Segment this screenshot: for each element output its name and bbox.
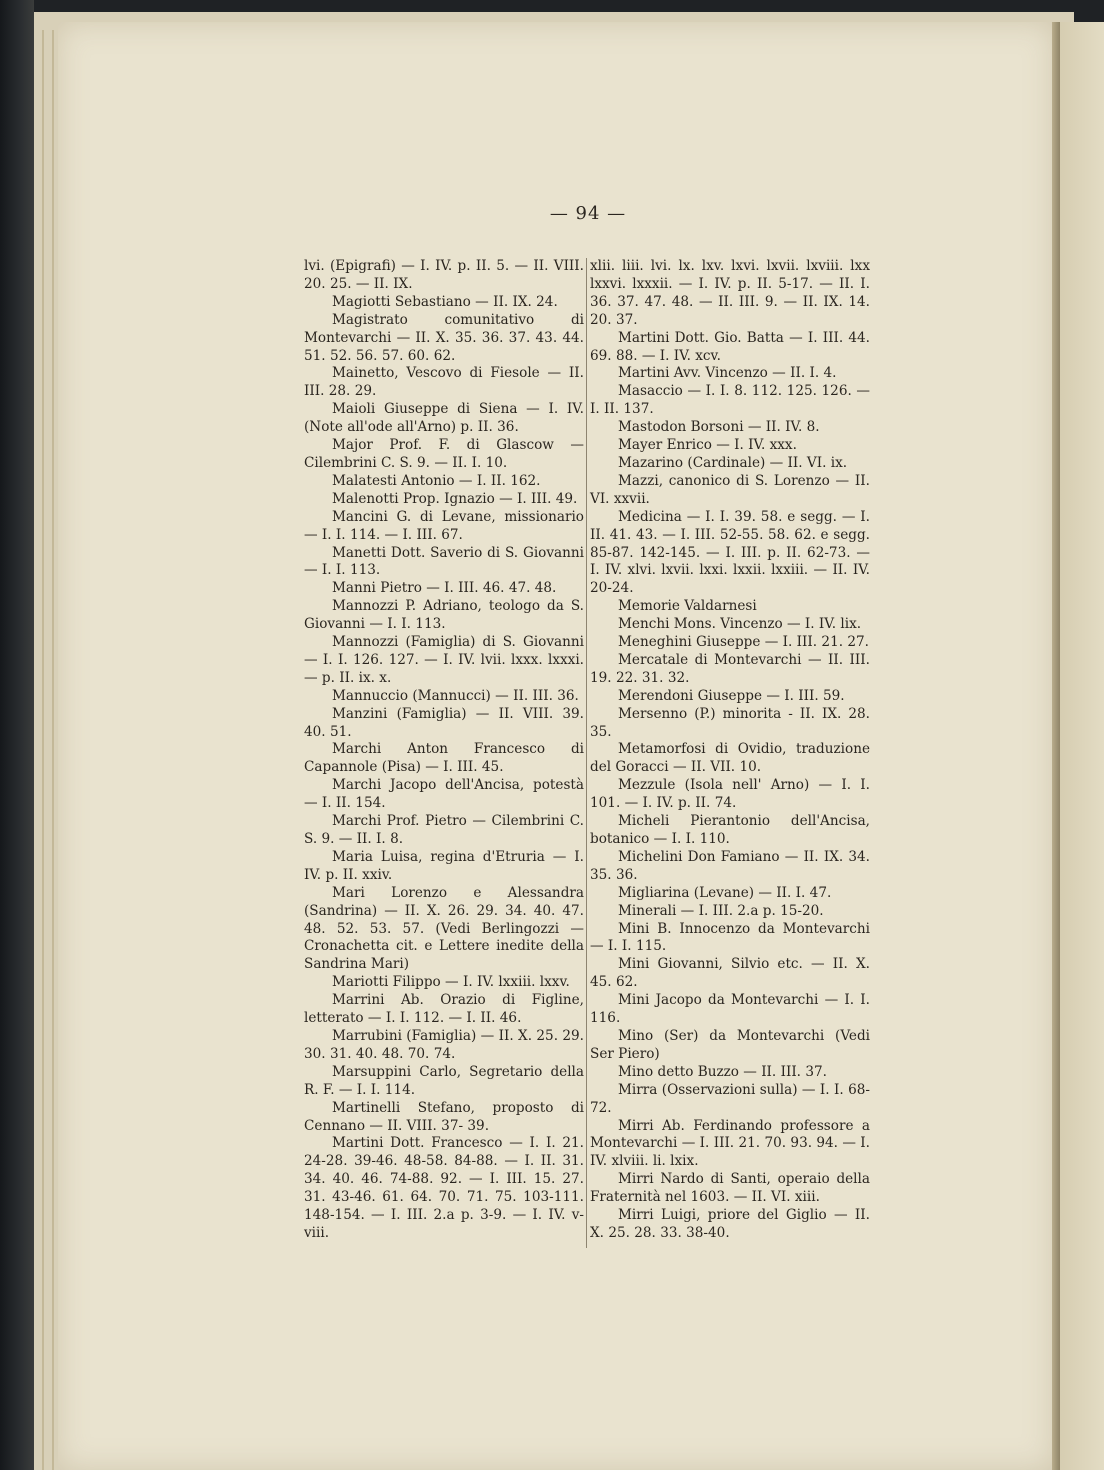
index-entry: Maioli Giuseppe di Siena — I. IV. (Note all'ode all'Arno) p. II. 36.	[304, 401, 584, 436]
index-entry: Mannuccio (Mannucci) — II. III. 36.	[332, 687, 579, 704]
index-entry: Marsuppini Carlo, Segretario della R. F. — I. I. 114.	[304, 1063, 584, 1098]
index-entry: Micheli Pierantonio dell'Ancisa, botanico — I. I. 110.	[590, 813, 870, 847]
index-entry: Minerali — I. III. 2.a p. 15-20.	[618, 902, 824, 919]
index-entry: lvi. (Epigrafi) — I. IV. p. II. 5. — II. VIII. 20. 25. — II. IX.	[304, 258, 584, 292]
index-entry: Meneghini Giuseppe — I. III. 21. 27.	[618, 634, 869, 651]
facing-page-edge	[1060, 22, 1104, 1470]
scan-edge	[0, 0, 34, 1470]
index-entry: Mancini G. di Levane, missionario — I. I. 114. — I. III. 67.	[304, 508, 584, 543]
column-divider	[586, 258, 587, 1248]
index-entry: Martinelli Stefano, proposto di Cennano — II. VIII. 37- 39.	[304, 1099, 584, 1134]
index-entry: Mirra (Osservazioni sulla) — I. I. 68-72.	[590, 1081, 870, 1116]
index-entry: Memorie Valdarnesi	[618, 598, 757, 615]
index-entry: Marchi Prof. Pietro — Cilembrini C. S. 9. — II. I. 8.	[304, 813, 584, 847]
index-entry: Mariotti Filippo — I. IV. lxxiii. lxxv.	[332, 974, 570, 991]
index-entry: Magistrato comunitativo di Montevarchi — II. X. 35. 36. 37. 43. 44. 51. 52. 56. 57. 60. 62.	[304, 311, 584, 364]
index-entry: Michelini Don Famiano — II. IX. 34. 35. 36.	[590, 848, 870, 883]
index-entry: Manzini (Famiglia) — II. VIII. 39. 40. 51.	[304, 705, 584, 740]
index-entry: Mino detto Buzzo — II. III. 37.	[618, 1063, 827, 1080]
index-entry: Migliarina (Levane) — II. I. 47.	[618, 884, 832, 901]
page-number: — 94 —	[549, 203, 627, 224]
index-entry: Marrini Ab. Orazio di Figline, letterato — I. I. 112. — I. II. 46.	[304, 992, 584, 1027]
index-entry: Marrubini (Famiglia) — II. X. 25. 29. 30. 31. 40. 48. 70. 74.	[304, 1027, 584, 1062]
index-column-left	[304, 258, 584, 1243]
index-entry: Mini Giovanni, Silvio etc. — II. X. 45. 62.	[590, 956, 870, 991]
index-entry: Mainetto, Vescovo di Fiesole — II. III. 28. 29.	[304, 365, 584, 400]
index-entry: Mezzule (Isola nell' Arno) — I. I. 101. — I. IV. p. II. 74.	[590, 777, 870, 812]
page-edge-line	[52, 30, 54, 1470]
index-entry: Mino (Ser) da Montevarchi (Vedi Ser Piero)	[590, 1027, 870, 1062]
index-entry: Martini Avv. Vincenzo — II. I. 4.	[618, 365, 837, 382]
index-entry: Merendoni Giuseppe — I. III. 59.	[618, 687, 845, 704]
index-entry: Mirri Luigi, priore del Giglio — II. X. 25. 28. 33. 38-40.	[590, 1207, 870, 1241]
index-entry: Mersenno (P.) minorita - II. IX. 28. 35.	[590, 705, 870, 740]
index-entry: Mirri Ab. Ferdinando professore a Montevarchi — I. III. 21. 70. 93. 94. — I. IV. xlviii. li. lxix.	[590, 1117, 870, 1170]
index-entry: Mirri Nardo di Santi, operaio della Fraternità nel 1603. — II. VI. xiii.	[590, 1171, 870, 1206]
index-entry: Mini Jacopo da Montevarchi — I. I. 116.	[590, 992, 870, 1027]
index-entry: Maria Luisa, regina d'Etruria — I. IV. p. II. xxiv.	[304, 848, 584, 883]
index-column-right	[590, 258, 870, 1243]
index-entry: Menchi Mons. Vincenzo — I. IV. lix.	[618, 616, 862, 633]
index-entry: Malatesti Antonio — I. II. 162.	[332, 472, 541, 489]
index-entry: Mari Lorenzo e Alessandra (Sandrina) — II. X. 26. 29. 34. 40. 47. 48. 52. 53. 57. (Vedi Berlingozzi — Cronachetta cit. e Lettere inedite della Sandrina Mari)	[304, 884, 584, 973]
index-entry: Mayer Enrico — I. IV. xxx.	[618, 437, 797, 454]
index-entry: Malenotti Prop. Ignazio — I. III. 49.	[332, 490, 578, 507]
index-entry: Martini Dott. Gio. Batta — I. III. 44. 69. 88. — I. IV. xcv.	[590, 329, 870, 364]
index-entry: Major Prof. F. di Glascow — Cilembrini C. S. 9. — II. I. 10.	[304, 437, 584, 471]
index-entry: Marchi Anton Francesco di Capannole (Pisa) — I. III. 45.	[304, 741, 584, 776]
book-gutter	[1052, 22, 1060, 1470]
index-entry: Mannozzi (Famiglia) di S. Giovanni — I. I. 126. 127. — I. IV. lvii. lxxx. lxxxi. — p. II. ix. x.	[304, 634, 584, 686]
index-entry: Martini Dott. Francesco — I. I. 21. 24-28. 39-46. 48-58. 84-88. — I. II. 31. 34. 40. 46. 74-88. 92. — I. III. 15. 27. 31. 43-46. 61. 64. 70. 71. 75. 103-111. 148-154. — I. III. 2.a p. 3-9. — I. IV. v-viii.	[304, 1135, 584, 1241]
index-entry: Mazzi, canonico di S. Lorenzo — II. VI. xxvii.	[590, 472, 870, 507]
index-entry: Manetti Dott. Saverio di S. Giovanni — I. I. 113.	[304, 544, 584, 579]
index-entry: Manni Pietro — I. III. 46. 47. 48.	[332, 580, 557, 597]
index-entry: xlii. liii. lvi. lx. lxv. lxvi. lxvii. lxviii. lxx lxxvi. lxxxii. — I. IV. p. II. 5-17. — II. I. 36. 37. 47. 48. — II. III. 9. — II. IX. 14. 20. 37.	[590, 258, 870, 328]
index-entry: Mercatale di Montevarchi — II. III. 19. 22. 31. 32.	[590, 651, 870, 686]
index-entry: Mannozzi P. Adriano, teologo da S. Giovanni — I. I. 113.	[304, 598, 584, 633]
index-entry: Masaccio — I. I. 8. 112. 125. 126. — I. II. 137.	[590, 383, 870, 418]
index-entry: Magiotti Sebastiano — II. IX. 24.	[332, 293, 558, 310]
index-entry: Medicina — I. I. 39. 58. e segg. — I. II. 41. 43. — I. III. 52-55. 58. 62. e segg. 85-87. 142-145. — I. III. p. II. 62-73. — I. IV. xlvi. lxvii. lxxi. lxxii. lxxiii. — II. IV. 20-24.	[590, 508, 870, 597]
page-edge-line	[42, 30, 44, 1470]
index-entry: Metamorfosi di Ovidio, traduzione del Goracci — II. VII. 10.	[590, 741, 870, 776]
index-entry: Mastodon Borsoni — II. IV. 8.	[618, 419, 820, 436]
index-entry: Mini B. Innocenzo da Montevarchi — I. I. 115.	[590, 920, 870, 955]
index-entry: Mazarino (Cardinale) — II. VI. ix.	[618, 454, 848, 471]
index-entry: Marchi Jacopo dell'Ancisa, potestà — I. II. 154.	[304, 777, 584, 812]
